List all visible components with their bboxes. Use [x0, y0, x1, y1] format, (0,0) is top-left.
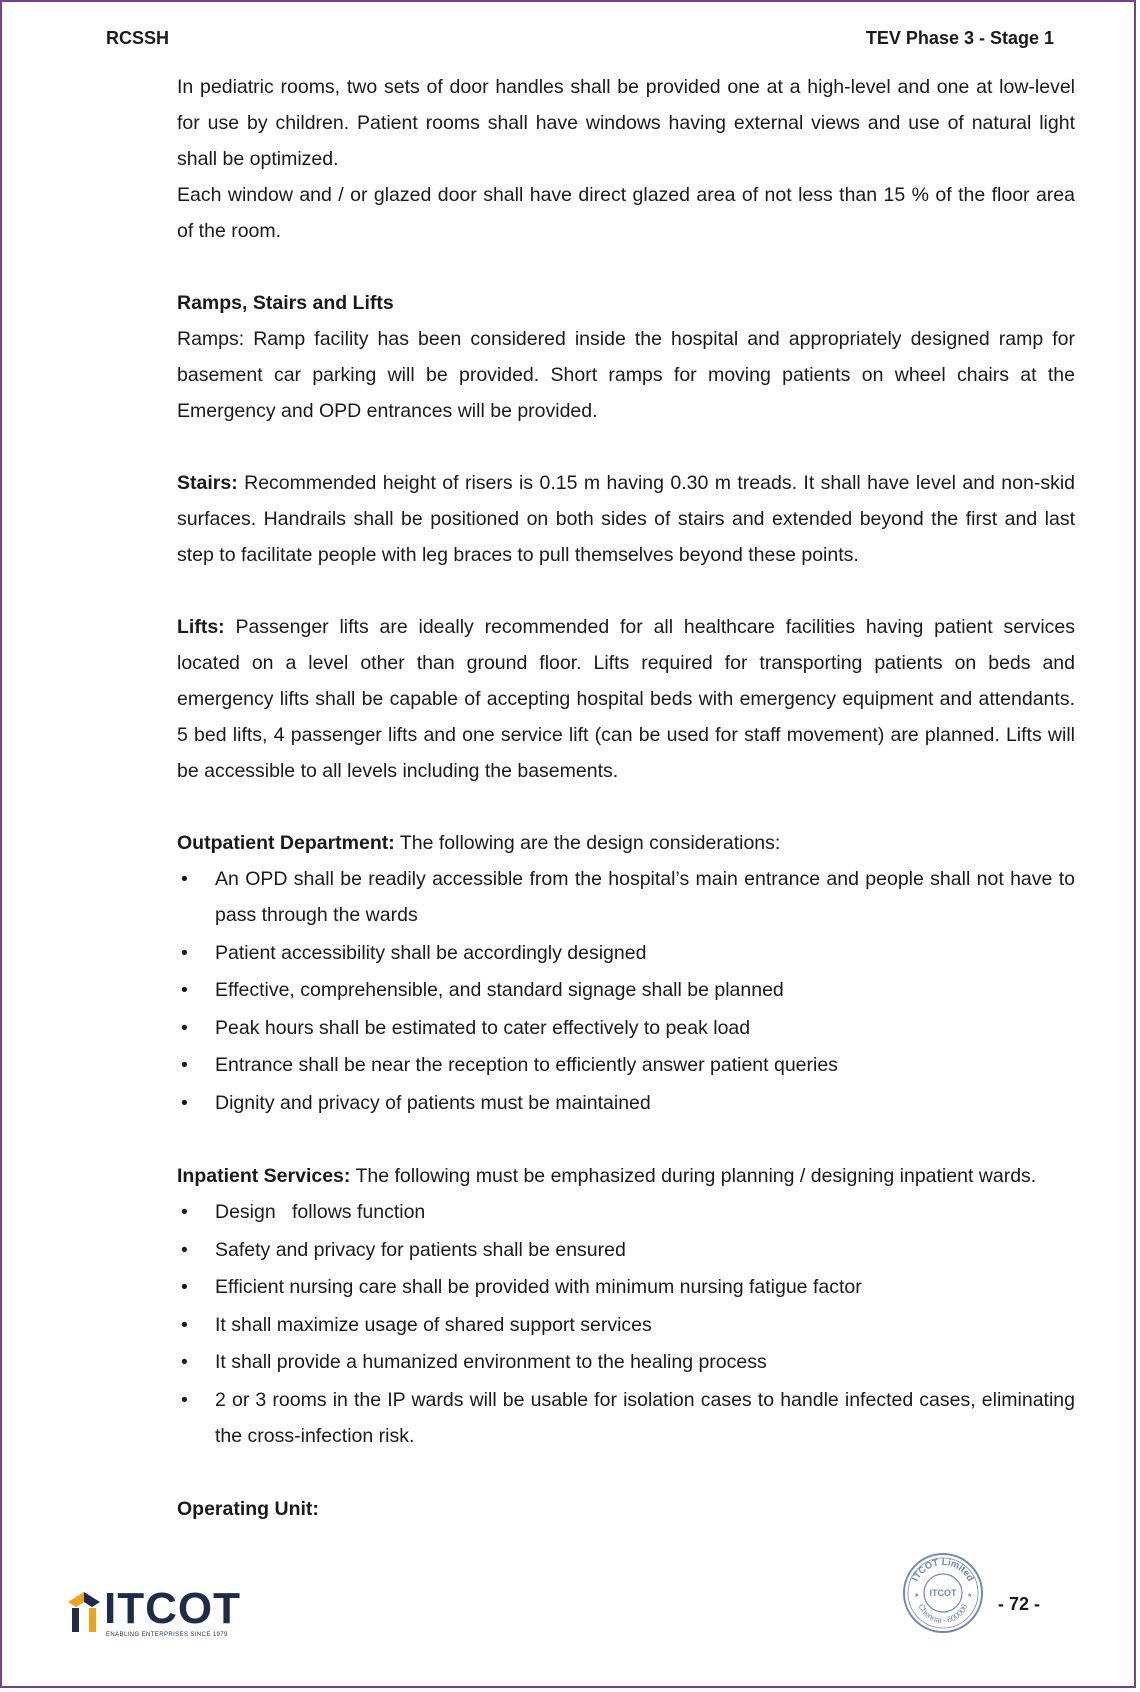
page-number: - 72 - [998, 1594, 1041, 1614]
logo-tagline: ENABLING ENTERPRISES SINCE 1979 [106, 1632, 228, 1638]
list-item: • Effective, comprehensible, and standard signage shall be planned [177, 972, 1075, 1008]
itcot-logo-mark-icon [64, 1590, 104, 1636]
opd-text: The following are the design considerations: [394, 832, 781, 854]
itcot-logo [64, 1584, 254, 1642]
ramps-paragraph: Ramps: Ramp facility has been considered inside the hospital and appropriately designed ramp for basement car parking will be provided. Short ramps for moving patients on wheel chairs at the Emergency and OPD entrances will be provided. [177, 328, 1075, 422]
list-item: • Peak hours shall be estimated to cater effectively to peak load [177, 1010, 1075, 1046]
list-item: • Patient accessibility shall be accordingly designed [177, 935, 1075, 971]
logo-wordmark: ITCOT [104, 1584, 241, 1633]
svg-text:★: ★ [914, 1593, 920, 1599]
lifts-label: Lifts: [177, 616, 225, 638]
header-left: RCSSH [106, 28, 170, 48]
page-content [177, 69, 1075, 1527]
list-item: • Efficient nursing care shall be provided with minimum nursing fatigue factor [177, 1269, 1075, 1305]
intro-paragraph-1: In pediatric rooms, two sets of door handles shall be provided one at a high-level and one at low-level for use by children. Patient rooms shall have windows having external views and use of natural light shall be optimized. [177, 76, 1075, 170]
opd-paragraph [177, 825, 1075, 861]
svg-text:ITCOT: ITCOT [929, 1588, 957, 1598]
section-heading-ramps: Ramps, Stairs and Lifts [177, 292, 394, 314]
list-item: • Dignity and privacy of patients must be maintained [177, 1085, 1075, 1121]
list-item: • An OPD shall be readily accessible from the hospital’s main entrance and people shall not have to pass through the wards [177, 861, 1075, 933]
opd-bullet-list [177, 861, 1075, 1121]
list-item: • It shall provide a humanized environment to the healing process [177, 1344, 1075, 1380]
list-item: • Design follows function [177, 1194, 1075, 1230]
svg-text:★: ★ [967, 1593, 973, 1599]
inpatient-text: The following must be emphasized during planning / designing inpatient wards. [350, 1165, 1037, 1187]
stairs-label: Stairs: [177, 472, 238, 494]
list-item: • Entrance shall be near the reception to efficiently answer patient queries [177, 1047, 1075, 1083]
intro-paragraph-2: Each window and / or glazed door shall have direct glazed area of not less than 15 % of the floor area of the room. [177, 184, 1075, 242]
company-seal-icon [902, 1552, 984, 1634]
list-item: • Safety and privacy for patients shall be ensured [177, 1232, 1075, 1268]
lifts-text: Passenger lifts are ideally recommended for all healthcare facilities having patient services located on a level other than ground floor. Lifts required for transporting patients on beds and emergency lifts shall be capable of accepting hospital beds with emergency equipment and attendants. 5 bed lifts, 4 passenger lifts and one service lift (can be used for staff movement) are planned. Lifts will be accessible to all levels including the basements. [177, 616, 1075, 782]
header-right: TEV Phase 3 - Stage 1 [865, 28, 1054, 48]
inpatient-label: Inpatient Services: [177, 1165, 351, 1187]
stairs-paragraph [177, 465, 1075, 573]
svg-text:Chennai - 600006: Chennai - 600006 [916, 1602, 970, 1626]
list-item: • 2 or 3 rooms in the IP wards will be usable for isolation cases to handle infected cases, eliminating the cross-infection risk. [177, 1382, 1075, 1454]
stairs-text: Recommended height of risers is 0.15 m having 0.30 m treads. It shall have level and non-skid surfaces. Handrails shall be positioned on both sides of stairs and extended beyond the first and last step to facilitate people with leg braces to pull themselves beyond these points. [177, 472, 1075, 566]
section-heading-operating-unit: Operating Unit: [177, 1498, 319, 1520]
inpatient-paragraph [177, 1158, 1075, 1194]
svg-text:ITCOT Limited: ITCOT Limited [910, 1556, 976, 1584]
opd-label: Outpatient Department: [177, 832, 395, 854]
list-item: • It shall maximize usage of shared support services [177, 1307, 1075, 1343]
lifts-paragraph [177, 609, 1075, 789]
inpatient-bullet-list [177, 1194, 1075, 1454]
